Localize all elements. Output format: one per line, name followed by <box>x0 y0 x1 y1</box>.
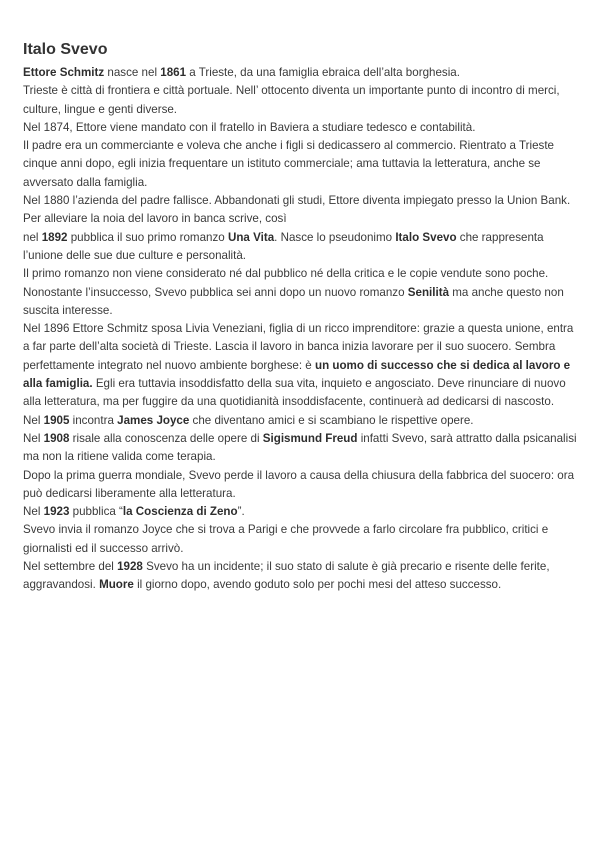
page-title: Italo Svevo <box>23 41 108 58</box>
paragraph <box>23 192 578 210</box>
bold-text: 1923 <box>43 505 70 519</box>
bold-text: Muore <box>99 578 134 592</box>
text-run: pubblica il suo primo romanzo <box>67 230 228 244</box>
text-run: Svevo ha un incidente; il suo stato di salute è già precario e risente delle ferite, aggravandosi. <box>23 560 550 592</box>
paragraph <box>23 558 578 595</box>
paragraph <box>23 430 578 467</box>
paragraph <box>23 137 578 192</box>
text-run: nel <box>23 230 42 244</box>
paragraph <box>23 265 578 320</box>
paragraph <box>23 210 578 228</box>
bold-text: un uomo di successo che si dedica al lavoro e alla famiglia. <box>23 358 571 391</box>
document <box>23 40 578 595</box>
text-run: il giorno dopo, avendo goduto solo per pochi mesi del atteso successo. <box>133 578 502 592</box>
text-run: incontra <box>69 413 118 427</box>
bold-text: Senilità <box>407 285 450 299</box>
text-run: ma anche questo non suscita interesse. <box>23 285 564 317</box>
bold-text: Italo Svevo <box>395 230 457 244</box>
paragraph <box>23 119 578 137</box>
bold-text: 1928 <box>117 560 143 574</box>
paragraph <box>23 229 578 266</box>
paragraph <box>23 82 578 119</box>
paragraph <box>23 64 578 82</box>
text-run: Nel <box>23 505 44 519</box>
paragraph <box>23 412 578 430</box>
text-run: Nel 1896 Ettore Schmitz sposa Livia Veneziani, figlia di un ricco imprenditore: grazie a questa unione, entra a far parte dell’alta società di Trieste. Lascia il lavoro in banca inizia lavorare per il suo suocero. Sembra perfettamente integrato nel nuovo ambiente borghese: è <box>23 322 574 372</box>
text-run: nasce nel <box>104 66 161 79</box>
bold-text: 1861 <box>160 66 187 79</box>
text-run: pubblica “ <box>69 505 123 519</box>
paragraph <box>23 467 578 504</box>
text-run: Nel <box>23 431 44 445</box>
text-run: che rappresenta l’unione delle sue due culture e personalità. <box>23 230 544 262</box>
bold-text: Una Vita <box>227 230 275 244</box>
bold-text: James Joyce <box>117 413 190 427</box>
bold-text: Sigismund Freud <box>262 431 358 445</box>
paragraph <box>23 521 578 558</box>
text-run: Il padre era un commerciante e voleva che anche i figli si dedicassero al commercio. Rientrato a Trieste cinque anni dopo, egli inizia frequentare un istituto commerciale; ama tuttavia la letteratura, anche se avversato dalla famiglia. <box>23 139 554 189</box>
text-run: Per alleviare la noia del lavoro in banca scrive, così <box>23 212 287 226</box>
bold-text: Ettore Schmitz <box>23 66 105 79</box>
paragraph <box>23 320 578 411</box>
text-run: Egli era tuttavia insoddisfatto della sua vita, inquieto e angosciato. Deve rinunciare di nuovo alla letteratura, ma per fuggire da una quotidianità insoddisfacente, continuerà ad dedicarsi di nascosto. <box>23 377 566 409</box>
bold-text: la Coscienza di Zeno <box>122 505 238 519</box>
text-run: risale alla conoscenza delle opere di <box>69 431 263 445</box>
paragraph <box>23 503 578 521</box>
text-run: Nel 1880 l’azienda del padre fallisce. Abbandonati gli studi, Ettore diventa impiegato presso la Union Bank. <box>23 194 571 208</box>
bold-text: 1908 <box>43 431 70 445</box>
text-run: che diventano amici e si scambiano le rispettive opere. <box>189 413 474 427</box>
text-run: Nel settembre del <box>23 560 118 574</box>
text-run: Il primo romanzo non viene considerato né dal pubblico né della critica e le copie vendute sono poche. Nonostante l’insuccesso, Svevo pubblica sei anni dopo un nuovo romanzo <box>23 267 549 299</box>
text-run: . Nasce lo pseudonimo <box>274 230 396 244</box>
text-run: Trieste è città di frontiera e città portuale. Nell’ ottocento diventa un importante punto di incontro di merci, culture, lingue e genti diverse. <box>23 84 560 116</box>
bold-text: 1905 <box>43 413 70 427</box>
text-run: Nel 1874, Ettore viene mandato con il fratello in Baviera a studiare tedesco e contabilità. <box>23 120 476 134</box>
bold-text: 1892 <box>41 230 68 244</box>
text-run: Dopo la prima guerra mondiale, Svevo perde il lavoro a causa della chiusura della fabbrica del suocero: ora può dedicarsi liberamente alla letteratura. <box>23 468 575 500</box>
text-run: Nel <box>23 413 44 427</box>
document-body <box>23 64 578 595</box>
text-run: ”. <box>237 505 245 519</box>
text-run: Svevo invia il romanzo Joyce che si trova a Parigi e che provvede a farlo circolare fra pubblico, critici e giornalisti ed il successo arrivò. <box>23 523 549 555</box>
text-run: infatti Svevo, sarà attratto dalla psicanalisi ma non la ritiene valida come terapia. <box>23 431 577 464</box>
text-run: a Trieste, da una famiglia ebraica dell’alta borghesia. <box>186 66 460 79</box>
